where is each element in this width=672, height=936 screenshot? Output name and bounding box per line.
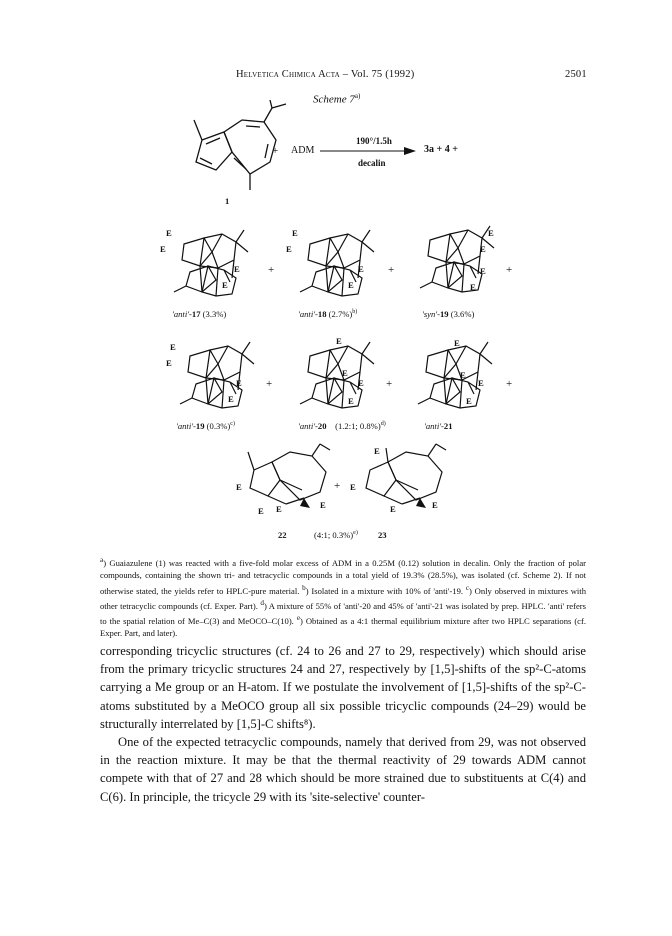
ester-label: E: [236, 378, 242, 388]
structure-anti-19: [166, 334, 260, 416]
label-ratio-22-23: (4:1; 0.3%)$^{e)}$: [314, 530, 358, 540]
compound-1-label: 1: [225, 196, 230, 206]
ester-label: E: [358, 264, 364, 274]
journal-volume: – Vol. 75 (1992): [342, 69, 415, 80]
ester-label: E: [234, 264, 240, 274]
label-syn-19: 'syn'-19 (3.6%): [422, 309, 475, 319]
journal-name: Helvetica Chimica Acta: [236, 69, 340, 80]
paragraph: corresponding tricyclic structures (cf. 24 to 26 and 27 to 29, respectively) which should arise from the primary tricyclic structures 24 and 27, respectively by [1,5]-shifts of the sp²-C-atoms carrying a Me group or an H-atom. If we postulate the involvement of [1,5]-shifts of the sp²-C-atoms substituted by a MeOCO group all six possible tricyclic compounds (24–29) would be structurally interrelated by [1,5]-C shifts⁸).: [100, 644, 586, 731]
ester-label: E: [390, 504, 396, 514]
ester-label: E: [454, 338, 460, 348]
reaction-products: 3a + 4 +: [424, 144, 458, 155]
plus-sign: +: [388, 264, 395, 276]
plus-sign: +: [266, 378, 273, 390]
ester-label: E: [166, 358, 172, 368]
ester-label: E: [480, 244, 486, 254]
plus-sign: +: [268, 264, 275, 276]
page-number: 2501: [565, 69, 587, 80]
structure-anti-17: [160, 222, 254, 304]
ester-label: E: [348, 396, 354, 406]
structure-anti-21: [408, 334, 498, 416]
footnote-a: $^a$) Guaiazulene (1) was reacted with a five-fold molar excess of ADM in a 0.25M (0.12) solution in decalin. Only the fraction of polar compounds, containing the shown tri- and tetracyclic compounds in a total yield of 19.3% (28.5%), was isolated (cf. Scheme 2). If not otherwise stated, the yields refer to HPLC-pure material.: [100, 556, 586, 596]
ester-label: E: [460, 370, 466, 380]
plus-sign: +: [334, 480, 341, 492]
footnote-d: $^d$) A mixture of 55% of 'anti'-20 and 45% of 'anti'-21 was isolated by prep. HPLC. 'anti' refers to the spatial relation of Me–C(3) and MeOCO–C(10).: [100, 598, 586, 627]
ester-label: E: [160, 244, 166, 254]
ester-label: E: [258, 506, 264, 516]
ester-label: E: [286, 244, 292, 254]
label-anti-20: 'anti'-20 (1.2:1; 0.8%)$^{d)}$: [298, 421, 386, 431]
footnote-c: $^c$) Only observed in mixtures with other tetracyclic compounds (cf. Exper. Part).: [100, 583, 586, 611]
structure-anti-20: [290, 334, 380, 416]
conditions-solvent: decalin: [358, 158, 386, 168]
ester-label: E: [336, 336, 342, 346]
footnote-b: $^b$) Isolated in a mixture with 10% of 'anti'-19.: [302, 583, 464, 596]
structure-23: [356, 440, 456, 524]
label-anti-18: 'anti'-18 $(2.7\%)^{b)}$: [298, 309, 358, 319]
journal-header: [236, 69, 414, 80]
ester-label: E: [374, 446, 380, 456]
reaction-plus: +: [272, 145, 279, 157]
body-text: [100, 642, 586, 806]
ester-label: E: [488, 228, 494, 238]
ester-label: E: [292, 228, 298, 238]
structure-22: [240, 440, 340, 524]
ester-label: E: [348, 280, 354, 290]
ester-label: E: [276, 504, 282, 514]
ester-label: E: [466, 396, 472, 406]
ester-label: E: [166, 228, 172, 238]
footnote-e: $^e$) Obtained as a 4:1 thermal equilibrium mixture after two HPLC separations (cf. Exper. Part, and later).: [100, 614, 586, 639]
label-23: 23: [378, 530, 387, 540]
label-anti-21: 'anti'-21: [424, 421, 453, 431]
label-anti-17: 'anti'-17 (3.3%): [172, 309, 227, 319]
scheme-footnotes: [100, 554, 586, 640]
reagent-adm: ADM: [291, 145, 315, 156]
ester-label: E: [432, 500, 438, 510]
ester-label: E: [342, 368, 348, 378]
ester-label: E: [478, 378, 484, 388]
ester-label: E: [358, 378, 364, 388]
conditions-temperature: 190°/1.5h: [356, 136, 392, 146]
ester-label: E: [228, 394, 234, 404]
ester-label: E: [320, 500, 326, 510]
scheme-title: Scheme 7$^{a)}$: [313, 92, 361, 106]
structure-syn-19: [410, 214, 500, 304]
plus-sign: +: [506, 378, 513, 390]
structure-anti-18: [286, 222, 380, 304]
ester-label: E: [170, 342, 176, 352]
plus-sign: +: [386, 378, 393, 390]
ester-label: E: [350, 482, 356, 492]
paragraph: One of the expected tetracyclic compounds, namely that derived from 29, was not observed in the reaction mixture. It may be that the thermal reactivity of 29 towards ADM cannot compete with that of 27 and 28 which should be more strained due to substituents at C(4) and C(6). In principle, the tricycle 29 with its 'site-selective' counter-: [100, 735, 586, 804]
ester-label: E: [480, 266, 486, 276]
ester-label: E: [236, 482, 242, 492]
label-22: 22: [278, 530, 287, 540]
label-anti-19: 'anti'-19 $(0.3\%)^{c)}$: [176, 421, 235, 431]
ester-label: E: [222, 280, 228, 290]
reaction-arrow: [320, 147, 416, 155]
ester-label: E: [470, 282, 476, 292]
plus-sign: +: [506, 264, 513, 276]
